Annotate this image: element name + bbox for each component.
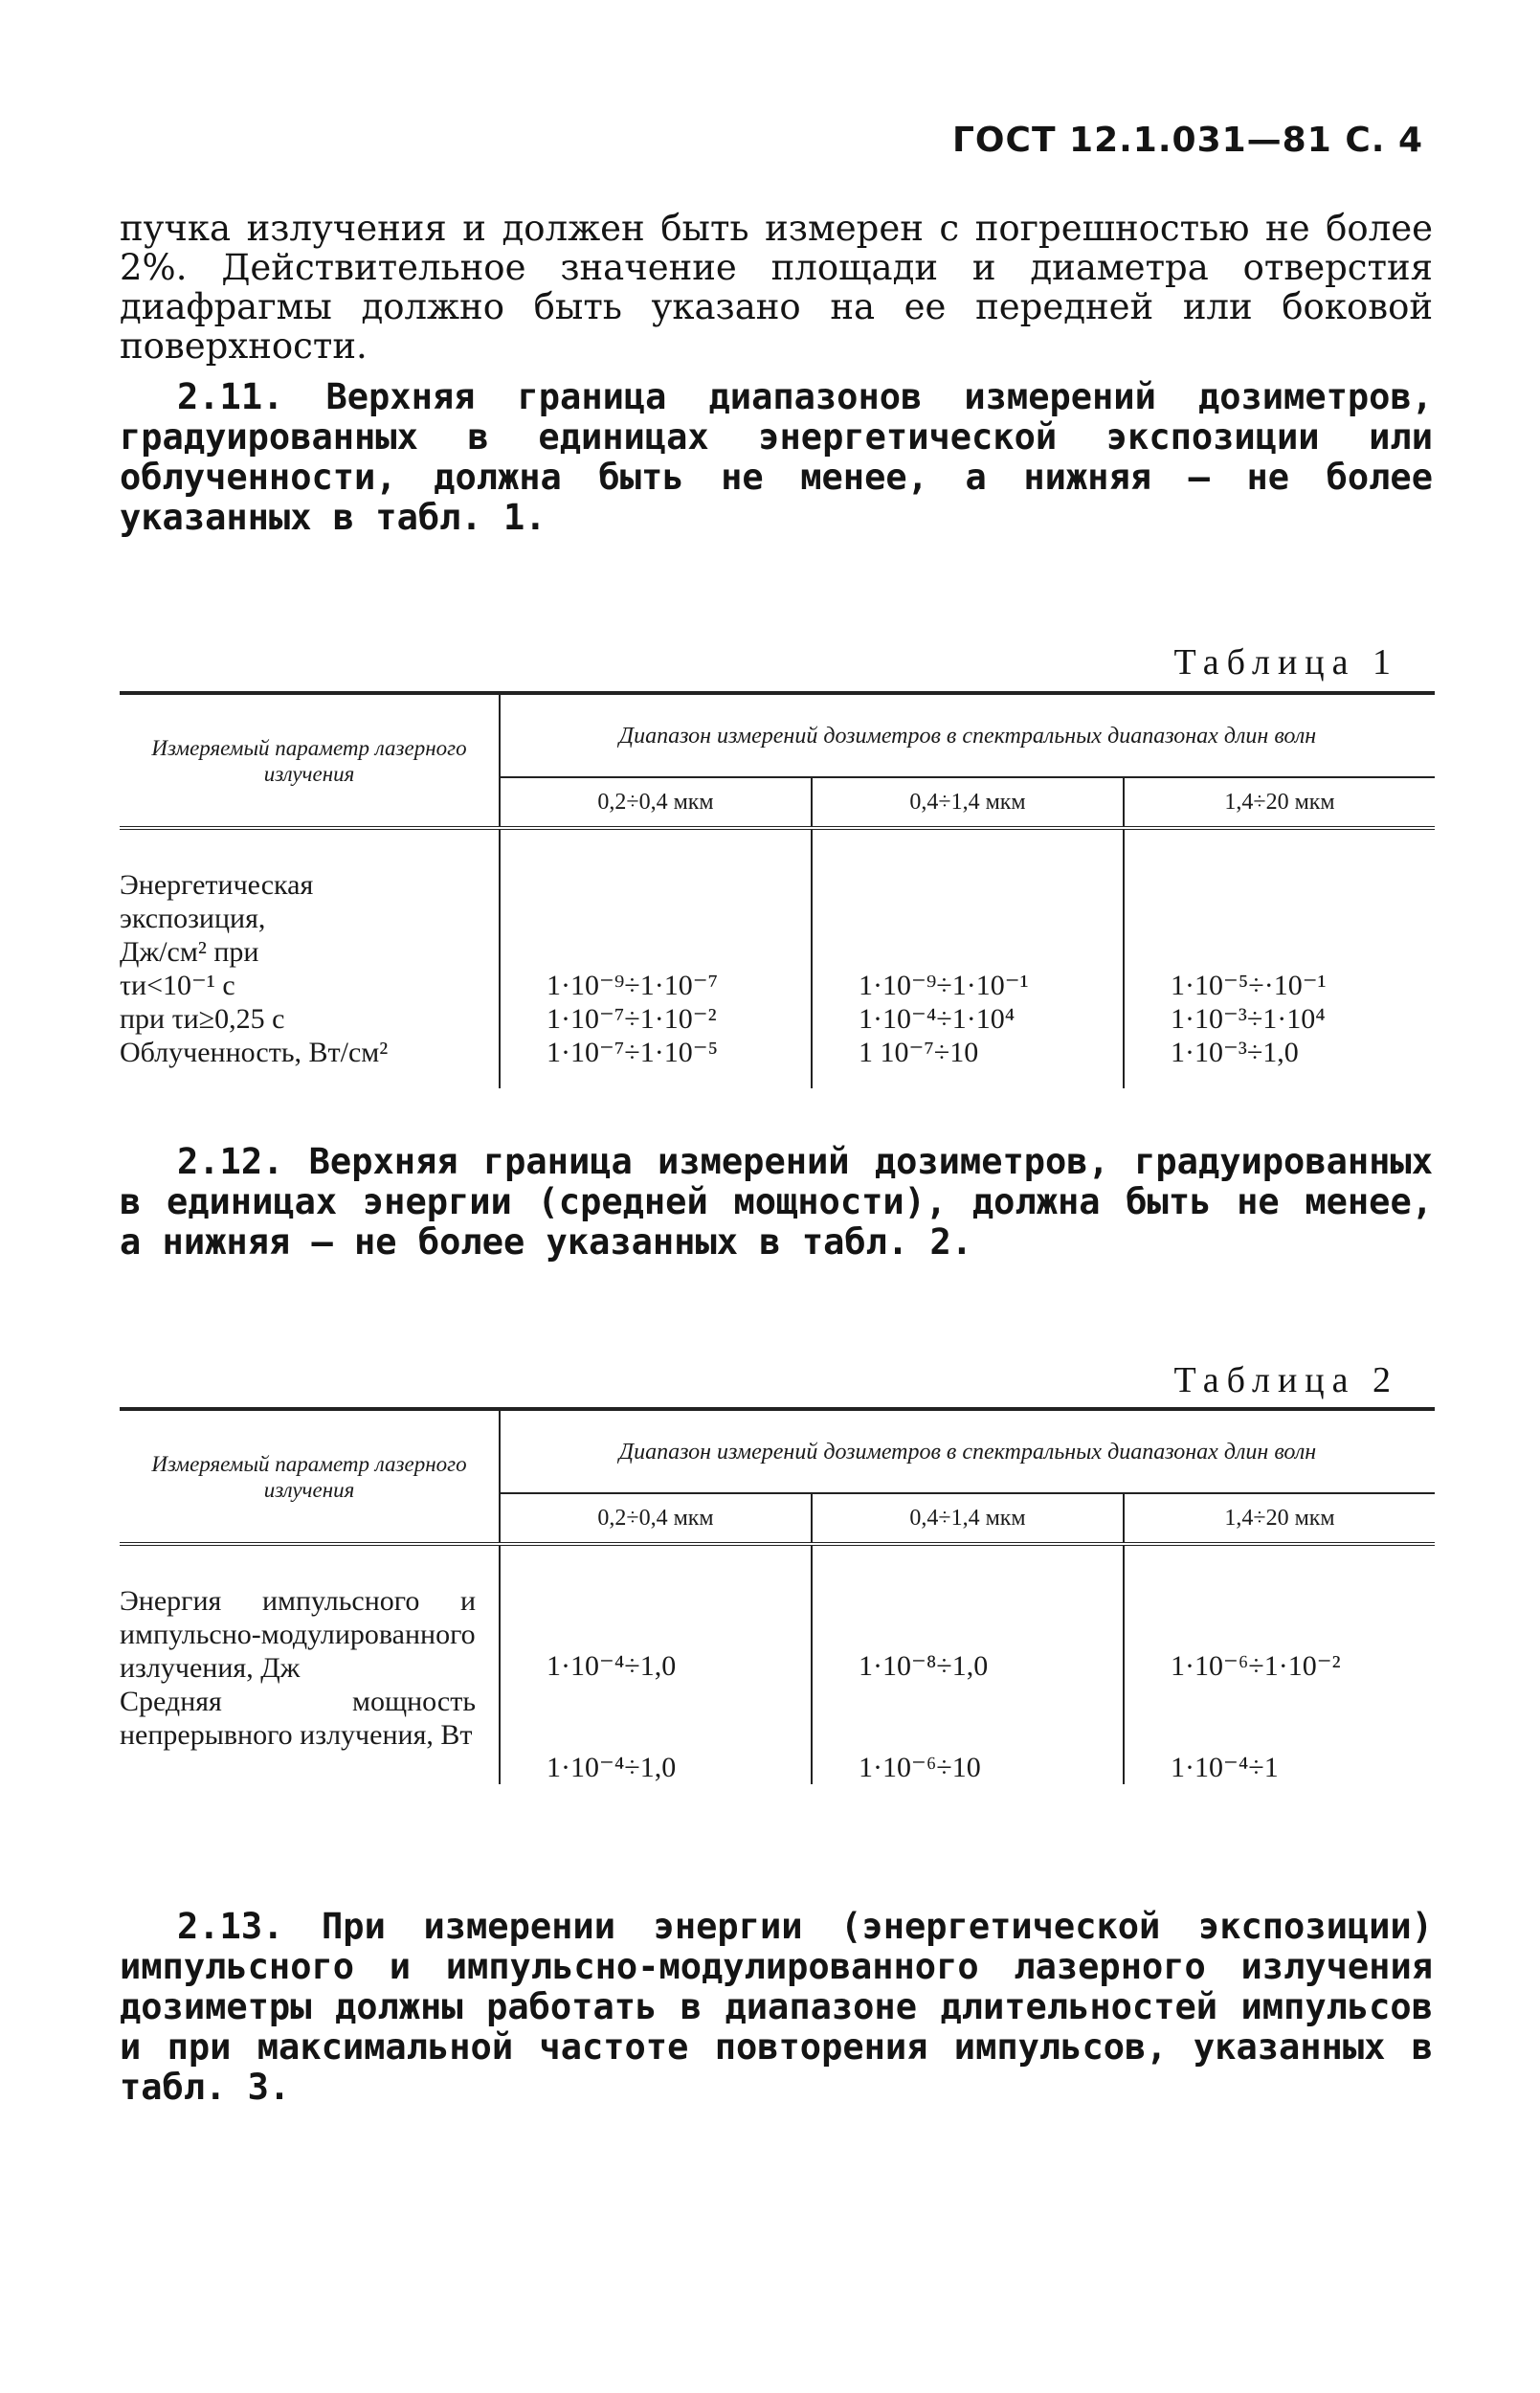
- table2-row1-param: Энергия импульсного и импульсно-модулированного излучения, Дж: [120, 1585, 476, 1684]
- table1-band-header: 1,4÷20 мкм: [1124, 777, 1435, 828]
- table2-value: 1·10⁻⁴÷1,0: [547, 1752, 677, 1783]
- table1-col-2: [812, 828, 1124, 1088]
- table1-value: 1·10⁻⁴÷1·10⁴: [859, 1003, 1016, 1035]
- page-header: ГОСТ 12.1.031—81 С. 4: [951, 121, 1423, 160]
- table1-param-header: Измеряемый параметр лазерного излучения: [120, 693, 500, 828]
- table1-value: 1·10⁻⁷÷1·10⁻⁵: [547, 1037, 719, 1068]
- table1-param-line: при τи≥0,25 с: [120, 1003, 285, 1035]
- table2-param-header: Измеряемый параметр лазерного излучения: [120, 1409, 500, 1544]
- table1-col-1: [500, 828, 812, 1088]
- table1-value: 1·10⁻³÷1·10⁴: [1171, 1003, 1326, 1035]
- table1-value: 1·10⁻⁹÷1·10⁻⁷: [547, 970, 719, 1001]
- table2-band-header: 0,4÷1,4 мкм: [812, 1493, 1124, 1544]
- table1-value: 1·10⁻³÷1,0: [1171, 1037, 1299, 1068]
- table1-value: 1·10⁻⁵÷·10⁻¹: [1171, 970, 1327, 1001]
- table1-value: 1·10⁻⁷÷1·10⁻²: [547, 1003, 717, 1035]
- section-2-12: 2.12. Верхняя граница измерений дозиметров, градуированных в единицах энергии (средней мощности), должна быть не менее, а нижняя — не более указанных в табл. 2.: [120, 1141, 1433, 1263]
- table1-param-line: экспозиция,: [120, 903, 266, 934]
- table2-caption: Таблица 2: [1173, 1360, 1398, 1400]
- table2-band-header: 1,4÷20 мкм: [1124, 1493, 1435, 1544]
- section-2-11: 2.11. Верхняя граница диапазонов измерений дозиметров, градуированных в единицах энергетической экспозиции или облученности, должна быть не менее, а нижняя — не более указанных в табл. 1.: [120, 376, 1433, 538]
- table1-group-header: Диапазон измерений дозиметров в спектральных диапазонах длин волн: [500, 693, 1435, 777]
- table1-value: 1 10⁻⁷÷10: [859, 1037, 979, 1068]
- table1-band-header: 0,4÷1,4 мкм: [812, 777, 1124, 828]
- table1-caption: Таблица 1: [1173, 642, 1398, 682]
- section-2-13: 2.13. При измерении энергии (энергетической экспозиции) импульсного и импульсно-модулированного лазерного излучения дозиметры должны работать в диапазоне длительностей импульсов и при максимальной частоте повторения импульсов, указанных в табл. 3.: [120, 1906, 1433, 2108]
- table1-param-line: Дж/см² при: [120, 936, 259, 968]
- table2-row2-param: Средняя мощность непрерывного излучения, Вт: [120, 1686, 476, 1751]
- table2-value: 1·10⁻⁶÷1·10⁻²: [1171, 1650, 1341, 1682]
- table1-param-line: Энергетическая: [120, 869, 314, 901]
- table-2: [120, 1407, 1435, 1784]
- table1-band-header: 0,2÷0,4 мкм: [500, 777, 812, 828]
- table2-param-cell: [120, 1544, 500, 1784]
- table1-col-3: [1124, 828, 1435, 1088]
- table2-value: 1·10⁻⁴÷1: [1171, 1752, 1279, 1783]
- table2-group-header: Диапазон измерений дозиметров в спектральных диапазонах длин волн: [500, 1409, 1435, 1493]
- table2-col-1: [500, 1544, 812, 1784]
- table1-param-cell: [120, 828, 500, 1088]
- intro-paragraph: пучка излучения и должен быть измерен с погрешностью не более 2%. Действительное значение площади и диаметра отверстия диафрагмы должно быть указано на ее передней или боковой поверхности.: [120, 208, 1433, 367]
- table-1: [120, 691, 1435, 1088]
- table2-band-header: 0,2÷0,4 мкм: [500, 1493, 812, 1544]
- table2-col-2: [812, 1544, 1124, 1784]
- table1-param-line: Облученность, Вт/см²: [120, 1037, 389, 1068]
- table2-value: 1·10⁻⁶÷10: [859, 1752, 981, 1783]
- table2-value: 1·10⁻⁸÷1,0: [859, 1650, 989, 1682]
- table2-col-3: [1124, 1544, 1435, 1784]
- table1-value: 1·10⁻⁹÷1·10⁻¹: [859, 970, 1029, 1001]
- table1-param-line: τи<10⁻¹ с: [120, 970, 235, 1001]
- table2-value: 1·10⁻⁴÷1,0: [547, 1650, 677, 1682]
